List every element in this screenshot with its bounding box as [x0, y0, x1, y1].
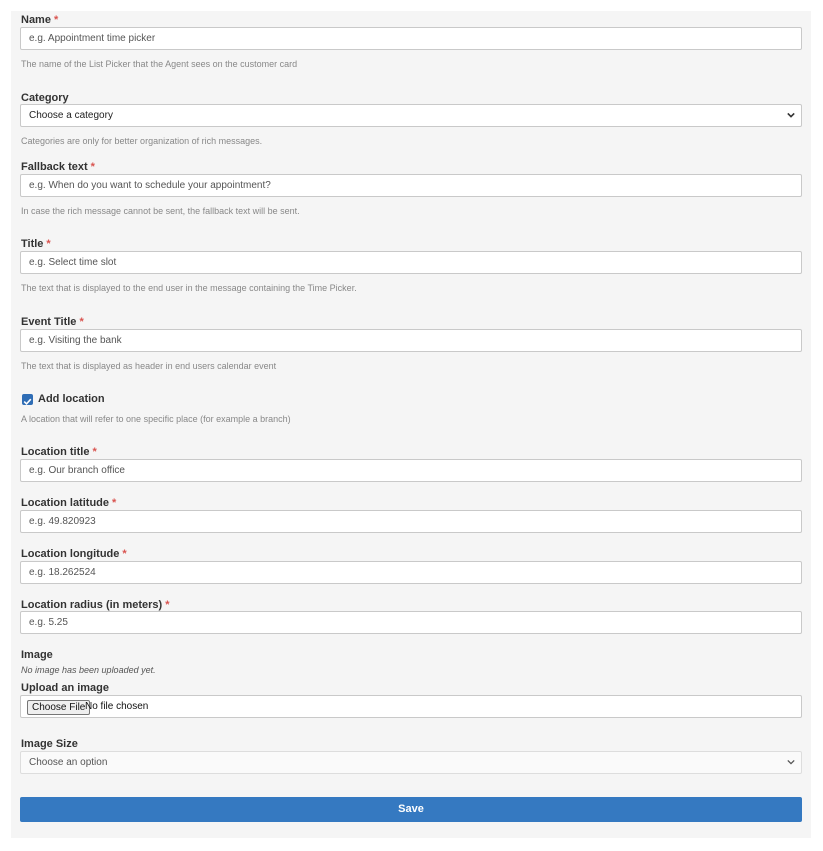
category-help: Categories are only for better organization of rich messages. [21, 136, 263, 146]
location-latitude-input[interactable]: e.g. 49.820923 [20, 510, 802, 533]
add-location-label: Add location [38, 393, 105, 405]
chevron-down-icon [787, 111, 795, 119]
image-size-label: Image Size [21, 738, 78, 750]
choose-file-button[interactable]: Choose File [27, 700, 90, 715]
category-select[interactable]: Choose a category [20, 104, 802, 127]
add-location-row [22, 392, 105, 406]
add-location-help: A location that will refer to one specific place (for example a branch) [21, 414, 291, 424]
event-title-label: Event Title * [21, 316, 84, 328]
save-button[interactable]: Save [20, 797, 802, 822]
image-size-select[interactable]: Choose an option [20, 751, 802, 774]
add-location-checkbox[interactable] [22, 394, 33, 405]
image-label: Image [21, 649, 53, 661]
fallback-label: Fallback text * [21, 161, 95, 173]
event-title-input[interactable]: e.g. Visiting the bank [20, 329, 802, 352]
rich-message-form [11, 11, 811, 838]
location-title-label: Location title * [21, 446, 97, 458]
name-input[interactable]: e.g. Appointment time picker [20, 27, 802, 50]
event-title-help: The text that is displayed as header in end users calendar event [21, 361, 277, 371]
upload-field [20, 695, 802, 718]
title-help: The text that is displayed to the end user in the message containing the Time Picker. [21, 283, 357, 293]
title-input[interactable]: e.g. Select time slot [20, 251, 802, 274]
location-longitude-label: Location longitude * [21, 548, 127, 560]
fallback-input[interactable]: e.g. When do you want to schedule your appointment? [20, 174, 802, 197]
upload-label: Upload an image [21, 682, 110, 694]
location-radius-label: Location radius (in meters) * [21, 599, 170, 611]
category-label: Category [21, 92, 69, 104]
location-title-input[interactable]: e.g. Our branch office [20, 459, 802, 482]
location-latitude-label: Location latitude * [21, 497, 117, 509]
name-label: Name * [21, 14, 59, 26]
fallback-help: In case the rich message cannot be sent, the fallback text will be sent. [21, 206, 300, 216]
check-icon [22, 396, 33, 407]
image-status: No image has been uploaded yet. [21, 665, 156, 675]
title-label: Title * [21, 238, 51, 250]
chevron-down-icon [787, 758, 795, 766]
location-longitude-input[interactable]: e.g. 18.262524 [20, 561, 802, 584]
name-help: The name of the List Picker that the Agent sees on the customer card [21, 59, 298, 69]
file-status: No file chosen [85, 701, 149, 712]
location-radius-input[interactable]: e.g. 5.25 [20, 611, 802, 634]
